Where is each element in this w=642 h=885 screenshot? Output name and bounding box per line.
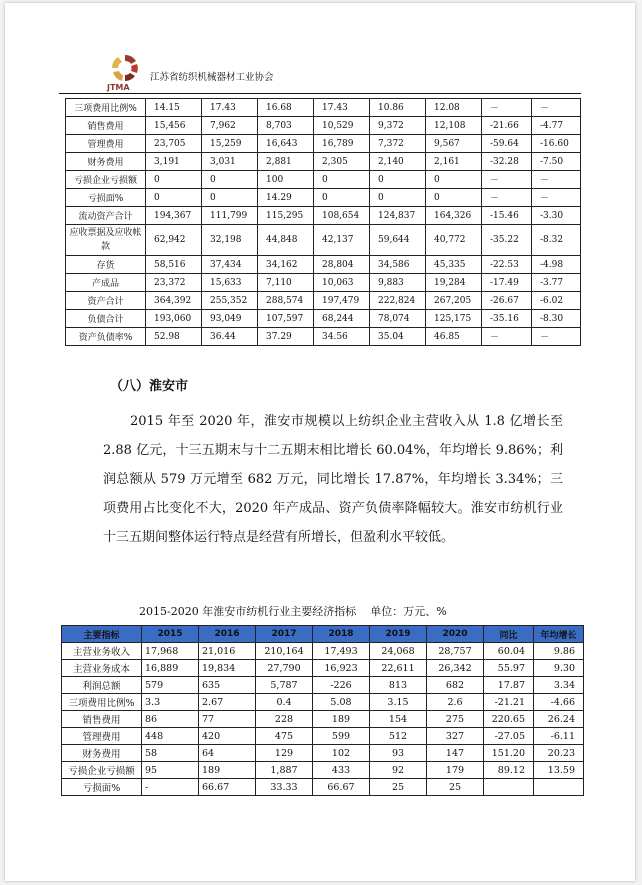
table-cell: 35.04 <box>370 328 426 346</box>
table-cell: 0 <box>146 189 202 207</box>
table-cell: 95 <box>142 762 199 779</box>
table-cell: 52.98 <box>146 328 202 346</box>
table-cell: 17,493 <box>313 643 370 660</box>
row-label: 主营业务成本 <box>62 660 142 677</box>
table-cell: － <box>482 99 532 117</box>
table-cell: 21,016 <box>199 643 256 660</box>
table-cell: 34,586 <box>370 256 426 274</box>
table-cell: -32.28 <box>482 153 532 171</box>
table-cell: 40,772 <box>426 225 482 256</box>
column-header: 2020 <box>427 626 484 643</box>
table-row <box>66 225 581 256</box>
row-label: 销售费用 <box>66 117 146 135</box>
table-cell: 9.86 <box>534 643 584 660</box>
header-organization-name: 江苏省纺织机械器材工业协会 <box>150 72 274 83</box>
table-cell: 222,824 <box>370 292 426 310</box>
table-cell: 107,597 <box>258 310 314 328</box>
column-header: 年均增长 <box>534 626 584 643</box>
table-cell: 267,205 <box>426 292 482 310</box>
row-label: 亏损企业亏损额 <box>62 762 142 779</box>
table-cell: 59,644 <box>370 225 426 256</box>
table-cell: 34.56 <box>314 328 370 346</box>
table-cell: 682 <box>427 677 484 694</box>
table-cell: 151.20 <box>484 745 534 762</box>
row-label: 应收票据及应收帐款 <box>66 225 146 256</box>
table-cell: 3,031 <box>202 153 258 171</box>
table-cell: -3.77 <box>532 274 581 292</box>
table-cell: 36.44 <box>202 328 258 346</box>
table-cell: 78,074 <box>370 310 426 328</box>
table-cell: 12,108 <box>426 117 482 135</box>
table-cell: 16,889 <box>142 660 199 677</box>
table-cell: -59.64 <box>482 135 532 153</box>
table-cell: 164,326 <box>426 207 482 225</box>
row-label: 资产负债率% <box>66 328 146 346</box>
table-cell: 16.68 <box>258 99 314 117</box>
table-cell <box>534 779 584 796</box>
column-header: 同比 <box>484 626 534 643</box>
table-cell: 17.43 <box>314 99 370 117</box>
table-cell: 599 <box>313 728 370 745</box>
table-cell: -4.66 <box>534 694 584 711</box>
table-cell: 3.34 <box>534 677 584 694</box>
table-cell: 9,567 <box>426 135 482 153</box>
table-cell: 579 <box>142 677 199 694</box>
table-cell: 27,790 <box>256 660 313 677</box>
table-cell: 364,392 <box>146 292 202 310</box>
row-label: 亏损面% <box>66 189 146 207</box>
column-header: 2017 <box>256 626 313 643</box>
table-cell: -7.50 <box>532 153 581 171</box>
table-row <box>62 762 584 779</box>
table-cell: 15,456 <box>146 117 202 135</box>
logo-text: JTMA <box>107 83 130 92</box>
row-label: 三项费用比例% <box>66 99 146 117</box>
table-cell: 189 <box>313 711 370 728</box>
row-label: 主营业务收入 <box>62 643 142 660</box>
table-cell: 433 <box>313 762 370 779</box>
table-cell: 37.29 <box>258 328 314 346</box>
row-label: 管理费用 <box>66 135 146 153</box>
table-cell: -21.66 <box>482 117 532 135</box>
table-cell: 86 <box>142 711 199 728</box>
table-cell: 28,804 <box>314 256 370 274</box>
table-cell: 0 <box>314 189 370 207</box>
table-cell: 16,643 <box>258 135 314 153</box>
column-header: 2018 <box>313 626 370 643</box>
table-cell: 635 <box>199 677 256 694</box>
table-row <box>66 117 581 135</box>
table-cell: 68,244 <box>314 310 370 328</box>
table-cell: 448 <box>142 728 199 745</box>
table-cell: - <box>142 779 199 796</box>
table-caption <box>139 603 447 619</box>
row-label: 利润总额 <box>62 677 142 694</box>
table-cell: 25 <box>370 779 427 796</box>
table-cell: 0 <box>370 171 426 189</box>
document-page <box>5 3 635 881</box>
row-label: 负债合计 <box>66 310 146 328</box>
table-cell: 0 <box>146 171 202 189</box>
table-cell: 66.67 <box>199 779 256 796</box>
table-cell: -22.53 <box>482 256 532 274</box>
table-cell: 154 <box>370 711 427 728</box>
table-cell: -21.21 <box>484 694 534 711</box>
table-cell: 44,848 <box>258 225 314 256</box>
column-header: 主要指标 <box>62 626 142 643</box>
table-row <box>62 711 584 728</box>
table-cell: 62,942 <box>146 225 202 256</box>
table-cell: -35.22 <box>482 225 532 256</box>
table-cell: 23,705 <box>146 135 202 153</box>
table-cell: 2,305 <box>314 153 370 171</box>
row-label: 销售费用 <box>62 711 142 728</box>
row-label: 资产合计 <box>66 292 146 310</box>
table-cell: 77 <box>199 711 256 728</box>
table-cell: 10.86 <box>370 99 426 117</box>
row-label: 财务费用 <box>62 745 142 762</box>
table-cell: 7,962 <box>202 117 258 135</box>
table-cell: 66.67 <box>313 779 370 796</box>
table-row <box>66 256 581 274</box>
table-row <box>66 310 581 328</box>
table-cell: 14.15 <box>146 99 202 117</box>
table-cell: 8,703 <box>258 117 314 135</box>
row-label: 存货 <box>66 256 146 274</box>
table-cell: 255,352 <box>202 292 258 310</box>
table-cell: 9,372 <box>370 117 426 135</box>
table-cell: 9.30 <box>534 660 584 677</box>
table-cell: 93,049 <box>202 310 258 328</box>
table-row <box>66 189 581 207</box>
row-label: 三项费用比例% <box>62 694 142 711</box>
table-cell: 26.24 <box>534 711 584 728</box>
table-cell: 512 <box>370 728 427 745</box>
table-cell: 420 <box>199 728 256 745</box>
column-header: 2019 <box>370 626 427 643</box>
table-cell: 228 <box>256 711 313 728</box>
table-cell: 19,834 <box>199 660 256 677</box>
table-cell: 15,259 <box>202 135 258 153</box>
table-cell: 60.04 <box>484 643 534 660</box>
table-cell: 3.3 <box>142 694 199 711</box>
table-cell: 2,140 <box>370 153 426 171</box>
table-cell: 23,372 <box>146 274 202 292</box>
table-cell: 275 <box>427 711 484 728</box>
table-cell: -8.32 <box>532 225 581 256</box>
table-cell: 93 <box>370 745 427 762</box>
table-cell: 15,633 <box>202 274 258 292</box>
table-cell: 37,434 <box>202 256 258 274</box>
table-cell: 179 <box>427 762 484 779</box>
table-cell: 64 <box>199 745 256 762</box>
table-cell: 7,110 <box>258 274 314 292</box>
table-cell: 813 <box>370 677 427 694</box>
table-row <box>66 274 581 292</box>
table-cell: 10,063 <box>314 274 370 292</box>
table-cell: -4.77 <box>532 117 581 135</box>
table-cell: 17.87 <box>484 677 534 694</box>
table-row <box>62 677 584 694</box>
table-cell: 2,161 <box>426 153 482 171</box>
table-cell: 16,923 <box>313 660 370 677</box>
table-cell: 13.59 <box>534 762 584 779</box>
table-cell: 0 <box>426 171 482 189</box>
table-cell: 5,787 <box>256 677 313 694</box>
table-cell: 220.65 <box>484 711 534 728</box>
table-cell: 26,342 <box>427 660 484 677</box>
table-cell: 89.12 <box>484 762 534 779</box>
table-cell: 125,175 <box>426 310 482 328</box>
table-cell: 46.85 <box>426 328 482 346</box>
table-cell: 10,529 <box>314 117 370 135</box>
table-cell: 2.6 <box>427 694 484 711</box>
table-cell: 111,799 <box>202 207 258 225</box>
table-cell: 115,295 <box>258 207 314 225</box>
table-cell: 147 <box>427 745 484 762</box>
table-cell: -16.60 <box>532 135 581 153</box>
table-row <box>66 328 581 346</box>
table-cell: － <box>532 171 581 189</box>
table-cell: 3,191 <box>146 153 202 171</box>
table-cell: 58,516 <box>146 256 202 274</box>
section-paragraph: 2015 年至 2020 年，淮安市规模以上纺织企业主营收入从 1.8 亿增长至 2.88 亿元，十三五期末与十二五期末相比增长 60.04%，年均增长 9.86%；利润总额从 579 万元增至 682 万元，同比增长 17.87%，年均增长 3.34%；三项费用占比变化不大，2020 年产成品、资产负债率降幅较大。淮安市纺机行业十三五期间整体运行特点是经营有所增长，但盈利水平较低。 <box>103 414 563 545</box>
table-cell: 24,068 <box>370 643 427 660</box>
table-cell: 0 <box>370 189 426 207</box>
table-row <box>62 745 584 762</box>
table-cell: － <box>532 328 581 346</box>
table-cell: -8.30 <box>532 310 581 328</box>
table-cell: 0 <box>426 189 482 207</box>
table-cell: 16,789 <box>314 135 370 153</box>
row-label: 亏损面% <box>62 779 142 796</box>
table-cell: 32,198 <box>202 225 258 256</box>
table-cell: 0 <box>314 171 370 189</box>
table-row <box>66 153 581 171</box>
table-row <box>62 643 584 660</box>
table-cell: 193,060 <box>146 310 202 328</box>
table-row <box>62 779 584 796</box>
table-cell: 124,837 <box>370 207 426 225</box>
table-cell: -35.16 <box>482 310 532 328</box>
table-cell: 42,137 <box>314 225 370 256</box>
column-header: 2015 <box>142 626 199 643</box>
table-cell: 17,968 <box>142 643 199 660</box>
row-label: 产成品 <box>66 274 146 292</box>
table-cell: 210,164 <box>256 643 313 660</box>
table-cell: 20.23 <box>534 745 584 762</box>
table-cell: 9,883 <box>370 274 426 292</box>
table-cell: 2.67 <box>199 694 256 711</box>
table-cell: 14.29 <box>258 189 314 207</box>
table-row <box>66 135 581 153</box>
table-cell: 92 <box>370 762 427 779</box>
table-cell: － <box>532 189 581 207</box>
section-title: （八）淮安市 <box>110 379 189 394</box>
row-label: 流动资产合计 <box>66 207 146 225</box>
table-cell: -4.98 <box>532 256 581 274</box>
table-row <box>62 660 584 677</box>
header-divider <box>59 93 581 94</box>
table-cell: 100 <box>258 171 314 189</box>
huaian-indicator-table <box>61 625 584 796</box>
table-cell: 1,887 <box>256 762 313 779</box>
table-cell: 25 <box>427 779 484 796</box>
table-cell: 108,654 <box>314 207 370 225</box>
table-cell: 102 <box>313 745 370 762</box>
table-cell: 5.08 <box>313 694 370 711</box>
table-cell: 12.08 <box>426 99 482 117</box>
table-cell: -6.11 <box>534 728 584 745</box>
table-row <box>66 292 581 310</box>
table-cell: 194,367 <box>146 207 202 225</box>
table-cell: 19,284 <box>426 274 482 292</box>
table-cell: 189 <box>199 762 256 779</box>
table-cell: － <box>482 189 532 207</box>
table-cell: 22,611 <box>370 660 427 677</box>
table-cell: － <box>482 171 532 189</box>
table-cell: -3.30 <box>532 207 581 225</box>
table-cell: 45,335 <box>426 256 482 274</box>
previous-city-indicator-table <box>65 98 581 346</box>
table-row <box>66 207 581 225</box>
table-cell: 58 <box>142 745 199 762</box>
table-cell: 33.33 <box>256 779 313 796</box>
table-caption-title: 2015-2020 年淮安市纺机行业主要经济指标 <box>139 605 357 618</box>
table-cell: -26.67 <box>482 292 532 310</box>
table-cell: － <box>532 99 581 117</box>
table-cell: 28,757 <box>427 643 484 660</box>
table-cell: 327 <box>427 728 484 745</box>
row-label: 管理费用 <box>62 728 142 745</box>
table-caption-unit: 单位：万元、% <box>370 605 447 618</box>
table-cell: -17.49 <box>482 274 532 292</box>
table-row <box>62 728 584 745</box>
table-cell: 0 <box>202 189 258 207</box>
table-row <box>66 99 581 117</box>
table-cell: 197,479 <box>314 292 370 310</box>
table-cell: 0 <box>202 171 258 189</box>
table-cell: 288,574 <box>258 292 314 310</box>
table-cell: 17.43 <box>202 99 258 117</box>
table-row <box>62 694 584 711</box>
row-label: 亏损企业亏损额 <box>66 171 146 189</box>
table-cell <box>484 779 534 796</box>
table-cell: 129 <box>256 745 313 762</box>
table-row <box>66 171 581 189</box>
table-cell: 475 <box>256 728 313 745</box>
table-cell: -6.02 <box>532 292 581 310</box>
table-cell: － <box>482 328 532 346</box>
row-label: 财务费用 <box>66 153 146 171</box>
table-cell: 55.97 <box>484 660 534 677</box>
column-header: 2016 <box>199 626 256 643</box>
table-cell: 2,881 <box>258 153 314 171</box>
table-cell: 0.4 <box>256 694 313 711</box>
table-cell: -27.05 <box>484 728 534 745</box>
table-cell: 3.15 <box>370 694 427 711</box>
table-cell: -15.46 <box>482 207 532 225</box>
table-cell: -226 <box>313 677 370 694</box>
table-cell: 34,162 <box>258 256 314 274</box>
table-cell: 7,372 <box>370 135 426 153</box>
